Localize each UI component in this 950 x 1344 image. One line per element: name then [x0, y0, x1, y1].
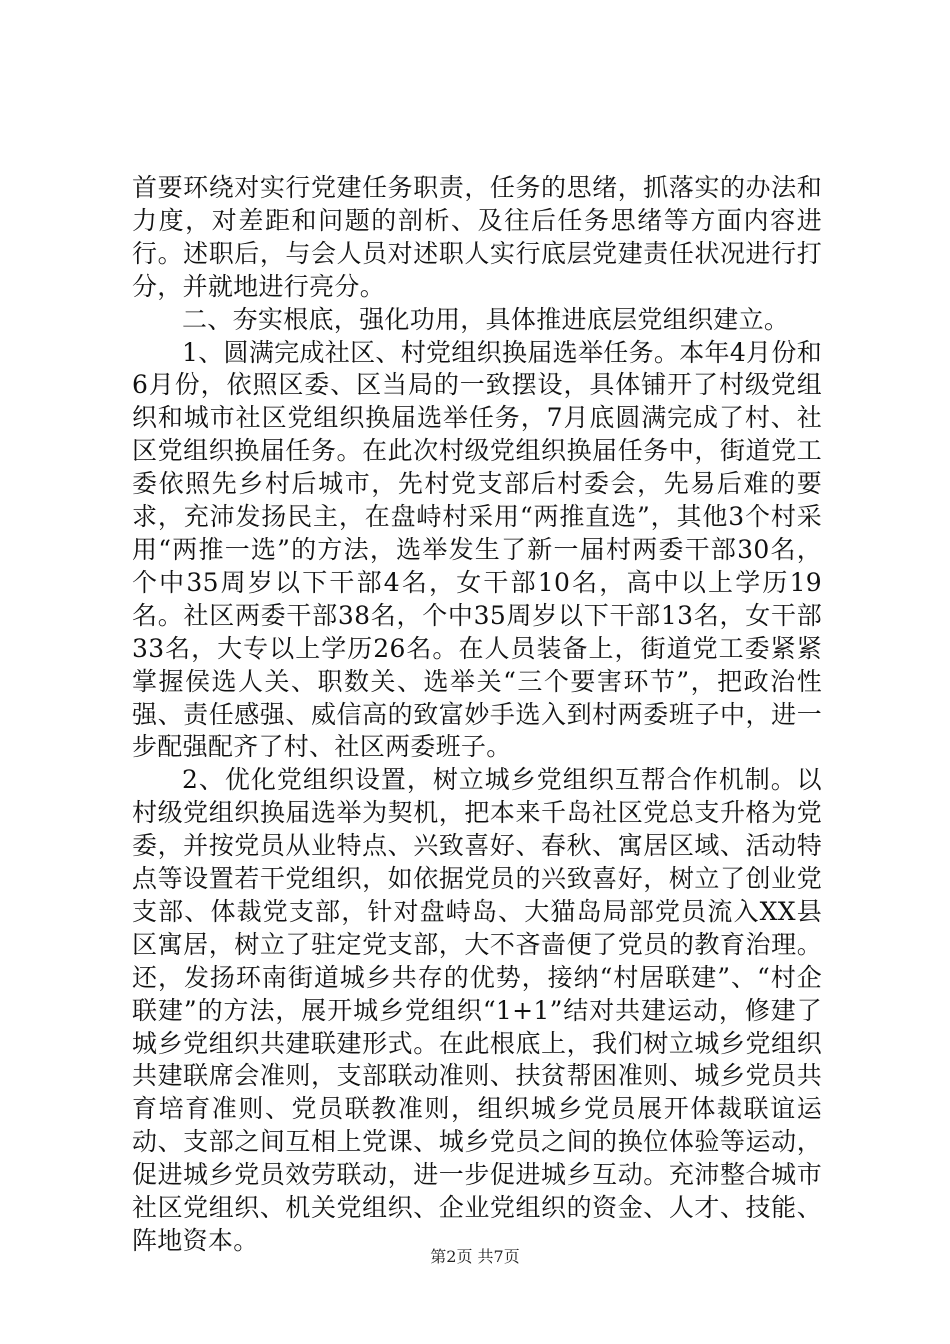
- section-heading-two: 二、夯实根底，强化功用，具体推进底层党组织建立。: [182, 304, 790, 334]
- document-body: [132, 172, 822, 1258]
- paragraph-election: 1、圆满完成社区、村党组织换届选举任务。本年4月份和6月份，依照区委、区当局的一致摆设，具体铺开了村级党组织和城市社区党组织换届选举任务，7月底圆满完成了村、社区党组织换届任务。在此次村级党组织换届任务中，街道党工委依照先乡村后城市，先村党支部后村委会，先易后难的要求，充沛发扬民主，在盘峙村采用“两推直选”，其他3个村采用“两推一选”的方法，选举发生了新一届村两委干部30名，个中35周岁以下干部4名，女干部10名，高中以上学历19名。社区两委干部38名，个中35周岁以下干部13名，女干部33名，大专以上学历26名。在人员装备上，街道党工委紧紧掌握侯选人关、职数关、选举关“三个要害环节”，把政治性强、责任感强、威信高的致富妙手选入到村两委班子中，进一步配强配齐了村、社区两委班子。: [132, 337, 822, 762]
- paragraph-organization: 2、优化党组织设置，树立城乡党组织互帮合作机制。以村级党组织换届选举为契机，把本来千岛社区党总支升格为党委，并按党员从业特点、兴致喜好、春秋、寓居区域、活动特点等设置若干党组织，如依据党员的兴致喜好，树立了创业党支部、体裁党支部，针对盘峙岛、大猫岛局部党员流入XX县区寓居，树立了驻定党支部，大不吝啬便了党员的教育治理。还，发扬环南街道城乡共存的优势，接纳“村居联建”、“村企联建”的方法，展开城乡党组织“1+1”结对共建运动，修建了城乡党组织共建联建形式。在此根底上，我们树立城乡党组织共建联席会准则，支部联动准则、扶贫帮困准则、城乡党员共育培育准则、党员联教准则，组织城乡党员展开体裁联谊运动、支部之间互相上党课、城乡党员之间的换位体验等运动，促进城乡党员效劳联动，进一步促进城乡互动。充沛整合城市社区党组织、机关党组织、企业党组织的资金、人才、技能、阵地资本。: [132, 765, 822, 1255]
- paragraph-continuation: 首要环绕对实行党建任务职责，任务的思绪，抓落实的办法和力度，对差距和问题的剖析、及往后任务思绪等方面内容进行。述职后，与会人员对述职人实行底层党建责任状况进行打分，并就地进行亮分。: [132, 173, 822, 301]
- page-footer: 第2页 共7页: [430, 1247, 520, 1266]
